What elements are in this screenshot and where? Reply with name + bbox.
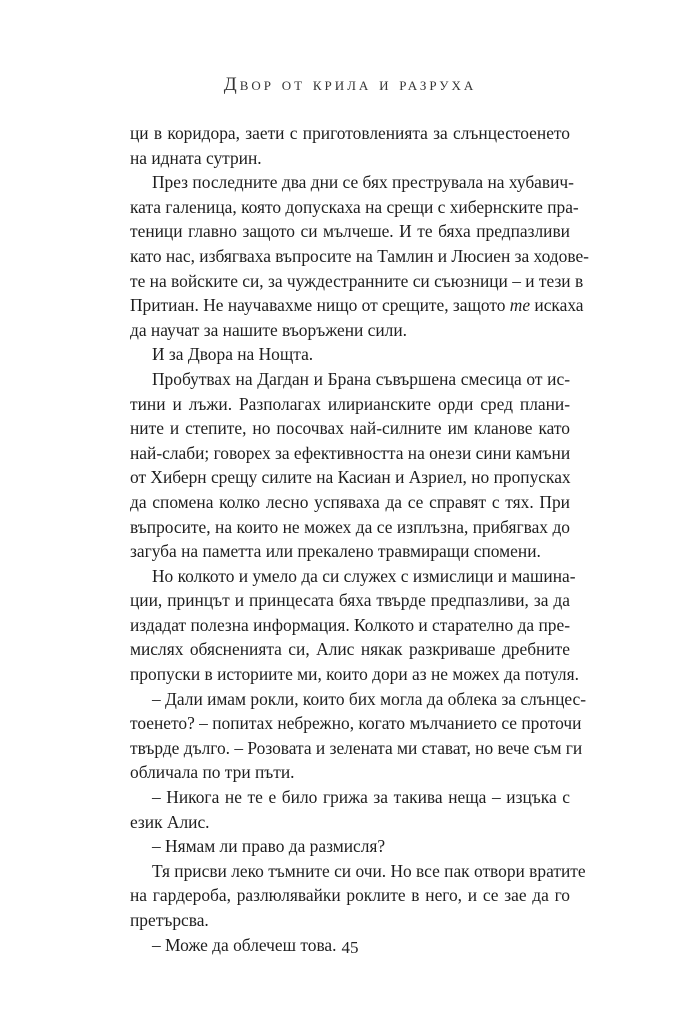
text-line: ните и степите, но посочвах най-силните им кланове като <box>130 418 570 439</box>
text-line: мислях обясненията си, Алис някак разкриваше дребните <box>130 639 570 660</box>
text-line: ката галеница, която допускаха на срещи с хибернските пра- <box>130 196 579 217</box>
text-line: Пробутвах на Дагдан и Брана съвършена смесица от ис- <box>152 368 570 389</box>
text-line: да научат за нашите въоръжени сили. <box>130 319 408 340</box>
text-line: – Нямам ли право да размисля? <box>152 836 386 857</box>
text-line: на идната сутрин. <box>130 147 262 168</box>
text-line: претърсва. <box>130 910 209 930</box>
text-line: – Дали имам рокли, които бих могла да облека за слънцес- <box>152 688 587 709</box>
text-line: – Може да облечеш това. <box>152 934 337 955</box>
text-line: въпросите, на които не можех да се изплъзна, прибягвах до <box>130 516 570 537</box>
text-line: тоенето? – попитах небрежно, когато мълчанието се проточи <box>130 713 582 734</box>
text-line: ци в коридора, заети с приготовленията за слънцестоенето <box>130 123 570 143</box>
running-header: Двор от крила и разруха <box>223 74 477 95</box>
emphasis-word: те <box>509 295 531 316</box>
text-line: През последните два дни се бях преструвала на хубавич- <box>152 172 574 193</box>
text-line: – Никога не те е било грижа за такива неща – изцъка с <box>152 787 570 808</box>
text-line: обличала по три пъти. <box>130 762 295 783</box>
text-line: да спомена колко лесно успяваха да се справят с тях. При <box>130 491 570 512</box>
text-fragment: Притиан. Не научавахме нищо от срещите, защото <box>130 295 506 316</box>
text-fragment: искаха <box>530 295 584 316</box>
text-line: като нас, избягваха въпросите на Тамлин и Люсиен за ходове- <box>130 245 589 266</box>
page-number: 45 <box>341 938 359 957</box>
text-line: издадат полезна информация. Колкото и старателно да пре- <box>130 614 571 635</box>
text-line: ции, принцът и принцесата бяха твърде предпазливи, за да <box>130 590 570 611</box>
text-line: твърде дълго. – Розовата и зелената ми стават, но вече съм ги <box>130 737 583 758</box>
text-line: на гардероба, разлюлявайки роклите в него, и се зае да го <box>130 885 570 906</box>
text-line: пропуски в историите ми, които дори аз не можех да потуля. <box>130 664 579 685</box>
text-line: теници главно защото си мълчеше. И те бяха предпазливи <box>130 221 570 242</box>
text-line: най-слаби; говорех за ефективността на онези сини камъни <box>130 442 571 463</box>
text-line: език Алис. <box>130 811 210 832</box>
text-line: от Хиберн срещу силите на Касиан и Азриел, но пропусках <box>130 467 571 488</box>
text-line: Тя присви леко тъмните си очи. Но все пак отвори вратите <box>152 860 586 881</box>
text-line: загуба на паметта или прекалено травмиращи спомени. <box>130 541 541 562</box>
text-line: И за Двора на Нощта. <box>152 344 314 365</box>
body-text <box>130 121 589 957</box>
text-line: тини и лъжи. Разполагах илирианските орди сред плани- <box>130 393 570 414</box>
text-line-with-emphasis <box>130 293 584 318</box>
text-line: Но колкото и умело да си служех с измислици и машина- <box>152 565 576 586</box>
text-line: те на войските си, за чуждестранните си съюзници – и тези в <box>130 270 584 291</box>
